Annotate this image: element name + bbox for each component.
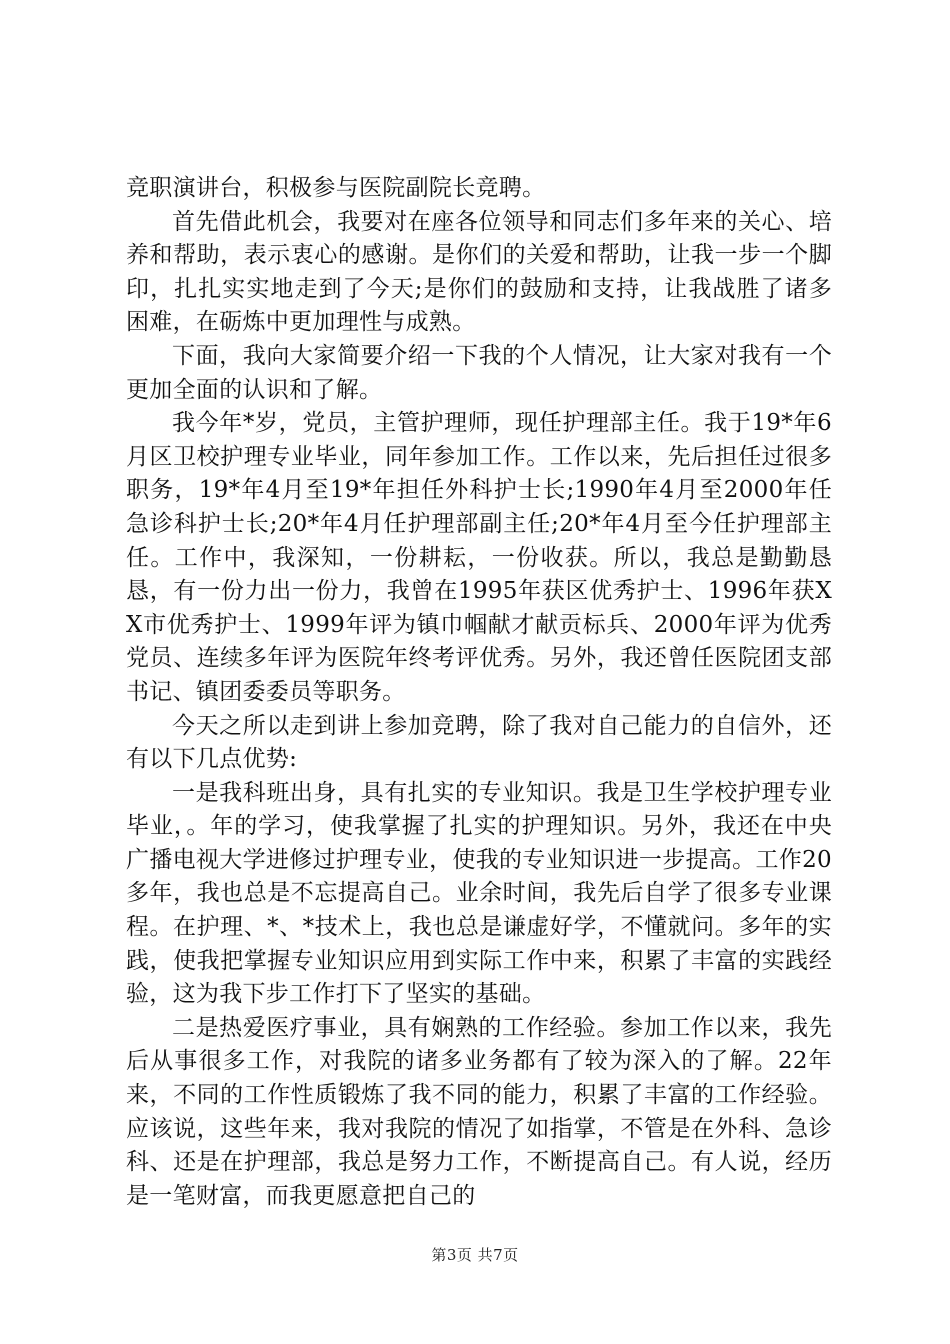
paragraph-5: 今天之所以走到讲上参加竞聘，除了我对自己能力的自信外，还有以下几点优势: — [126, 712, 832, 773]
document-body — [126, 172, 832, 1213]
paragraph-2: 首先借此机会，我要对在座各位领导和同志们多年来的关心、培养和帮助，表示衷心的感谢。是你们的关爱和帮助，让我一步一个脚印，扎扎实实地走到了今天;是你们的鼓励和支持，让我战胜了诸多困难，在砺炼中更加理性与成熟。 — [126, 208, 832, 336]
paragraph-3: 下面，我向大家简要介绍一下我的个人情况，让大家对我有一个更加全面的认识和了解。 — [126, 342, 832, 403]
paragraph-6: 一是我科班出身，具有扎实的专业知识。我是卫生学校护理专业毕业，。年的学习，使我掌握了扎实的护理知识。另外，我还在中央广播电视大学进修过护理专业，使我的专业知识进一步提高。工作20多年，我也总是不忘提高自己。业余时间，我先后自学了很多专业课程。在护理、*、*技术上，我也总是谦虚好学，不懂就问。多年的实践，使我把掌握专业知识应用到实际工作中来，积累了丰富的实践经验，这为我下步工作打下了坚实的基础。 — [126, 779, 832, 1008]
page-footer: 第3页 共7页 — [431, 1246, 519, 1264]
paragraph-4: 我今年*岁，党员，主管护理师，现任护理部主任。我于19*年6月区卫校护理专业毕业，同年参加工作。工作以来，先后担任过很多职务，19*年4月至19*年担任外科护士长;1990年4月至2000年任急诊科护士长;20*年4月任护理部副主任;20*年4月至今任护理部主任。工作中，我深知，一份耕耘，一份收获。所以，我总是勤勤恳恳，有一份力出一份力，我曾在1995年获区优秀护士、1996年获XX市优秀护士、1999年评为镇巾帼献才献贡标兵、2000年评为优秀党员、连续多年评为医院年终考评优秀。另外，我还曾任医院团支部书记、镇团委委员等职务。 — [126, 410, 832, 705]
paragraph-7: 二是热爱医疗事业，具有娴熟的工作经验。参加工作以来，我先后从事很多工作，对我院的诸多业务都有了较为深入的了解。22年来，不同的工作性质锻炼了我不同的能力，积累了丰富的工作经验。应该说，这些年来，我对我院的情况了如指掌，不管是在外科、急诊科、还是在护理部，我总是努力工作，不断提高自己。有人说，经历是一笔财富，而我更愿意把自己的 — [126, 1014, 832, 1209]
paragraph-1: 竞职演讲台，积极参与医院副院长竞聘。 — [126, 175, 546, 201]
